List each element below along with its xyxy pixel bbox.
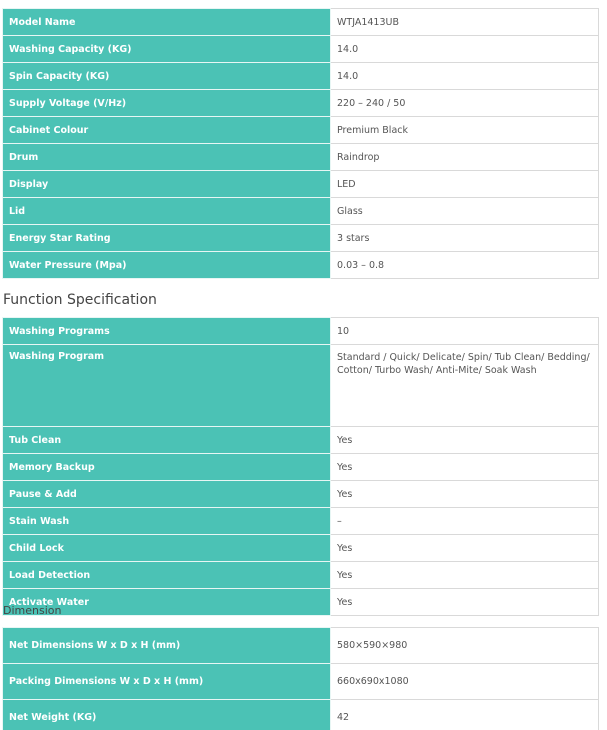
table-row bbox=[3, 454, 599, 481]
spec-value: 42 bbox=[331, 700, 599, 730]
table-row bbox=[3, 664, 599, 700]
spec-value: 10 bbox=[331, 318, 599, 345]
general-spec-table bbox=[2, 8, 599, 279]
spec-value: – bbox=[331, 508, 599, 535]
spec-label: Load Detection bbox=[3, 562, 331, 589]
spec-value: 14.0 bbox=[331, 36, 599, 63]
table-row bbox=[3, 318, 599, 345]
table-row bbox=[3, 535, 599, 562]
table-row bbox=[3, 63, 599, 90]
spec-value: Yes bbox=[331, 562, 599, 589]
spec-label: Stain Wash bbox=[3, 508, 331, 535]
spec-label: Drum bbox=[3, 144, 331, 171]
spec-label: Net Weight (KG) bbox=[3, 700, 331, 730]
spec-value: Yes bbox=[331, 535, 599, 562]
table-row bbox=[3, 90, 599, 117]
table-row bbox=[3, 481, 599, 508]
spec-label: Activate Water bbox=[3, 589, 331, 616]
table-row bbox=[3, 144, 599, 171]
table-row bbox=[3, 508, 599, 535]
table-row bbox=[3, 427, 599, 454]
table-row bbox=[3, 345, 599, 427]
spec-label: Washing Programs bbox=[3, 318, 331, 345]
spec-label: Model Name bbox=[3, 9, 331, 36]
table-row bbox=[3, 700, 599, 730]
spec-value: Raindrop bbox=[331, 144, 599, 171]
spec-value: WTJA1413UB bbox=[331, 9, 599, 36]
table-row bbox=[3, 9, 599, 36]
spec-value: LED bbox=[331, 171, 599, 198]
spec-value: 14.0 bbox=[331, 63, 599, 90]
spec-label: Supply Voltage (V/Hz) bbox=[3, 90, 331, 117]
function-spec-table bbox=[2, 317, 599, 616]
spec-value: 660x690x1080 bbox=[331, 664, 599, 700]
spec-label: Tub Clean bbox=[3, 427, 331, 454]
spec-label: Spin Capacity (KG) bbox=[3, 63, 331, 90]
spec-label: Pause & Add bbox=[3, 481, 331, 508]
spec-label: Washing Program bbox=[3, 345, 331, 427]
spec-value: 220 – 240 / 50 bbox=[331, 90, 599, 117]
table-row bbox=[3, 252, 599, 279]
table-row bbox=[3, 117, 599, 144]
dimension-spec-table bbox=[2, 627, 599, 730]
table-row bbox=[3, 589, 599, 616]
table-row bbox=[3, 562, 599, 589]
spec-value: Yes bbox=[331, 481, 599, 508]
spec-value: 580×590×980 bbox=[331, 628, 599, 664]
spec-label: Net Dimensions W x D x H (mm) bbox=[3, 628, 331, 664]
table-row bbox=[3, 36, 599, 63]
dimension-section-title: Dimension bbox=[3, 604, 62, 617]
spec-value: Yes bbox=[331, 427, 599, 454]
spec-label: Energy Star Rating bbox=[3, 225, 331, 252]
spec-label: Lid bbox=[3, 198, 331, 225]
table-row bbox=[3, 225, 599, 252]
table-row bbox=[3, 628, 599, 664]
spec-value: Yes bbox=[331, 589, 599, 616]
spec-label: Water Pressure (Mpa) bbox=[3, 252, 331, 279]
spec-value: 3 stars bbox=[331, 225, 599, 252]
spec-value: Premium Black bbox=[331, 117, 599, 144]
spec-label: Washing Capacity (KG) bbox=[3, 36, 331, 63]
spec-value: Glass bbox=[331, 198, 599, 225]
spec-value: Yes bbox=[331, 454, 599, 481]
function-section-title: Function Specification bbox=[3, 292, 157, 308]
spec-label: Packing Dimensions W x D x H (mm) bbox=[3, 664, 331, 700]
spec-label: Memory Backup bbox=[3, 454, 331, 481]
spec-label: Cabinet Colour bbox=[3, 117, 331, 144]
spec-label: Display bbox=[3, 171, 331, 198]
spec-value: 0.03 – 0.8 bbox=[331, 252, 599, 279]
spec-value: Standard / Quick/ Delicate/ Spin/ Tub Clean/ Bedding/ Cotton/ Turbo Wash/ Anti-Mite/ Soak Wash bbox=[331, 345, 599, 427]
table-row bbox=[3, 198, 599, 225]
spec-label: Child Lock bbox=[3, 535, 331, 562]
table-row bbox=[3, 171, 599, 198]
